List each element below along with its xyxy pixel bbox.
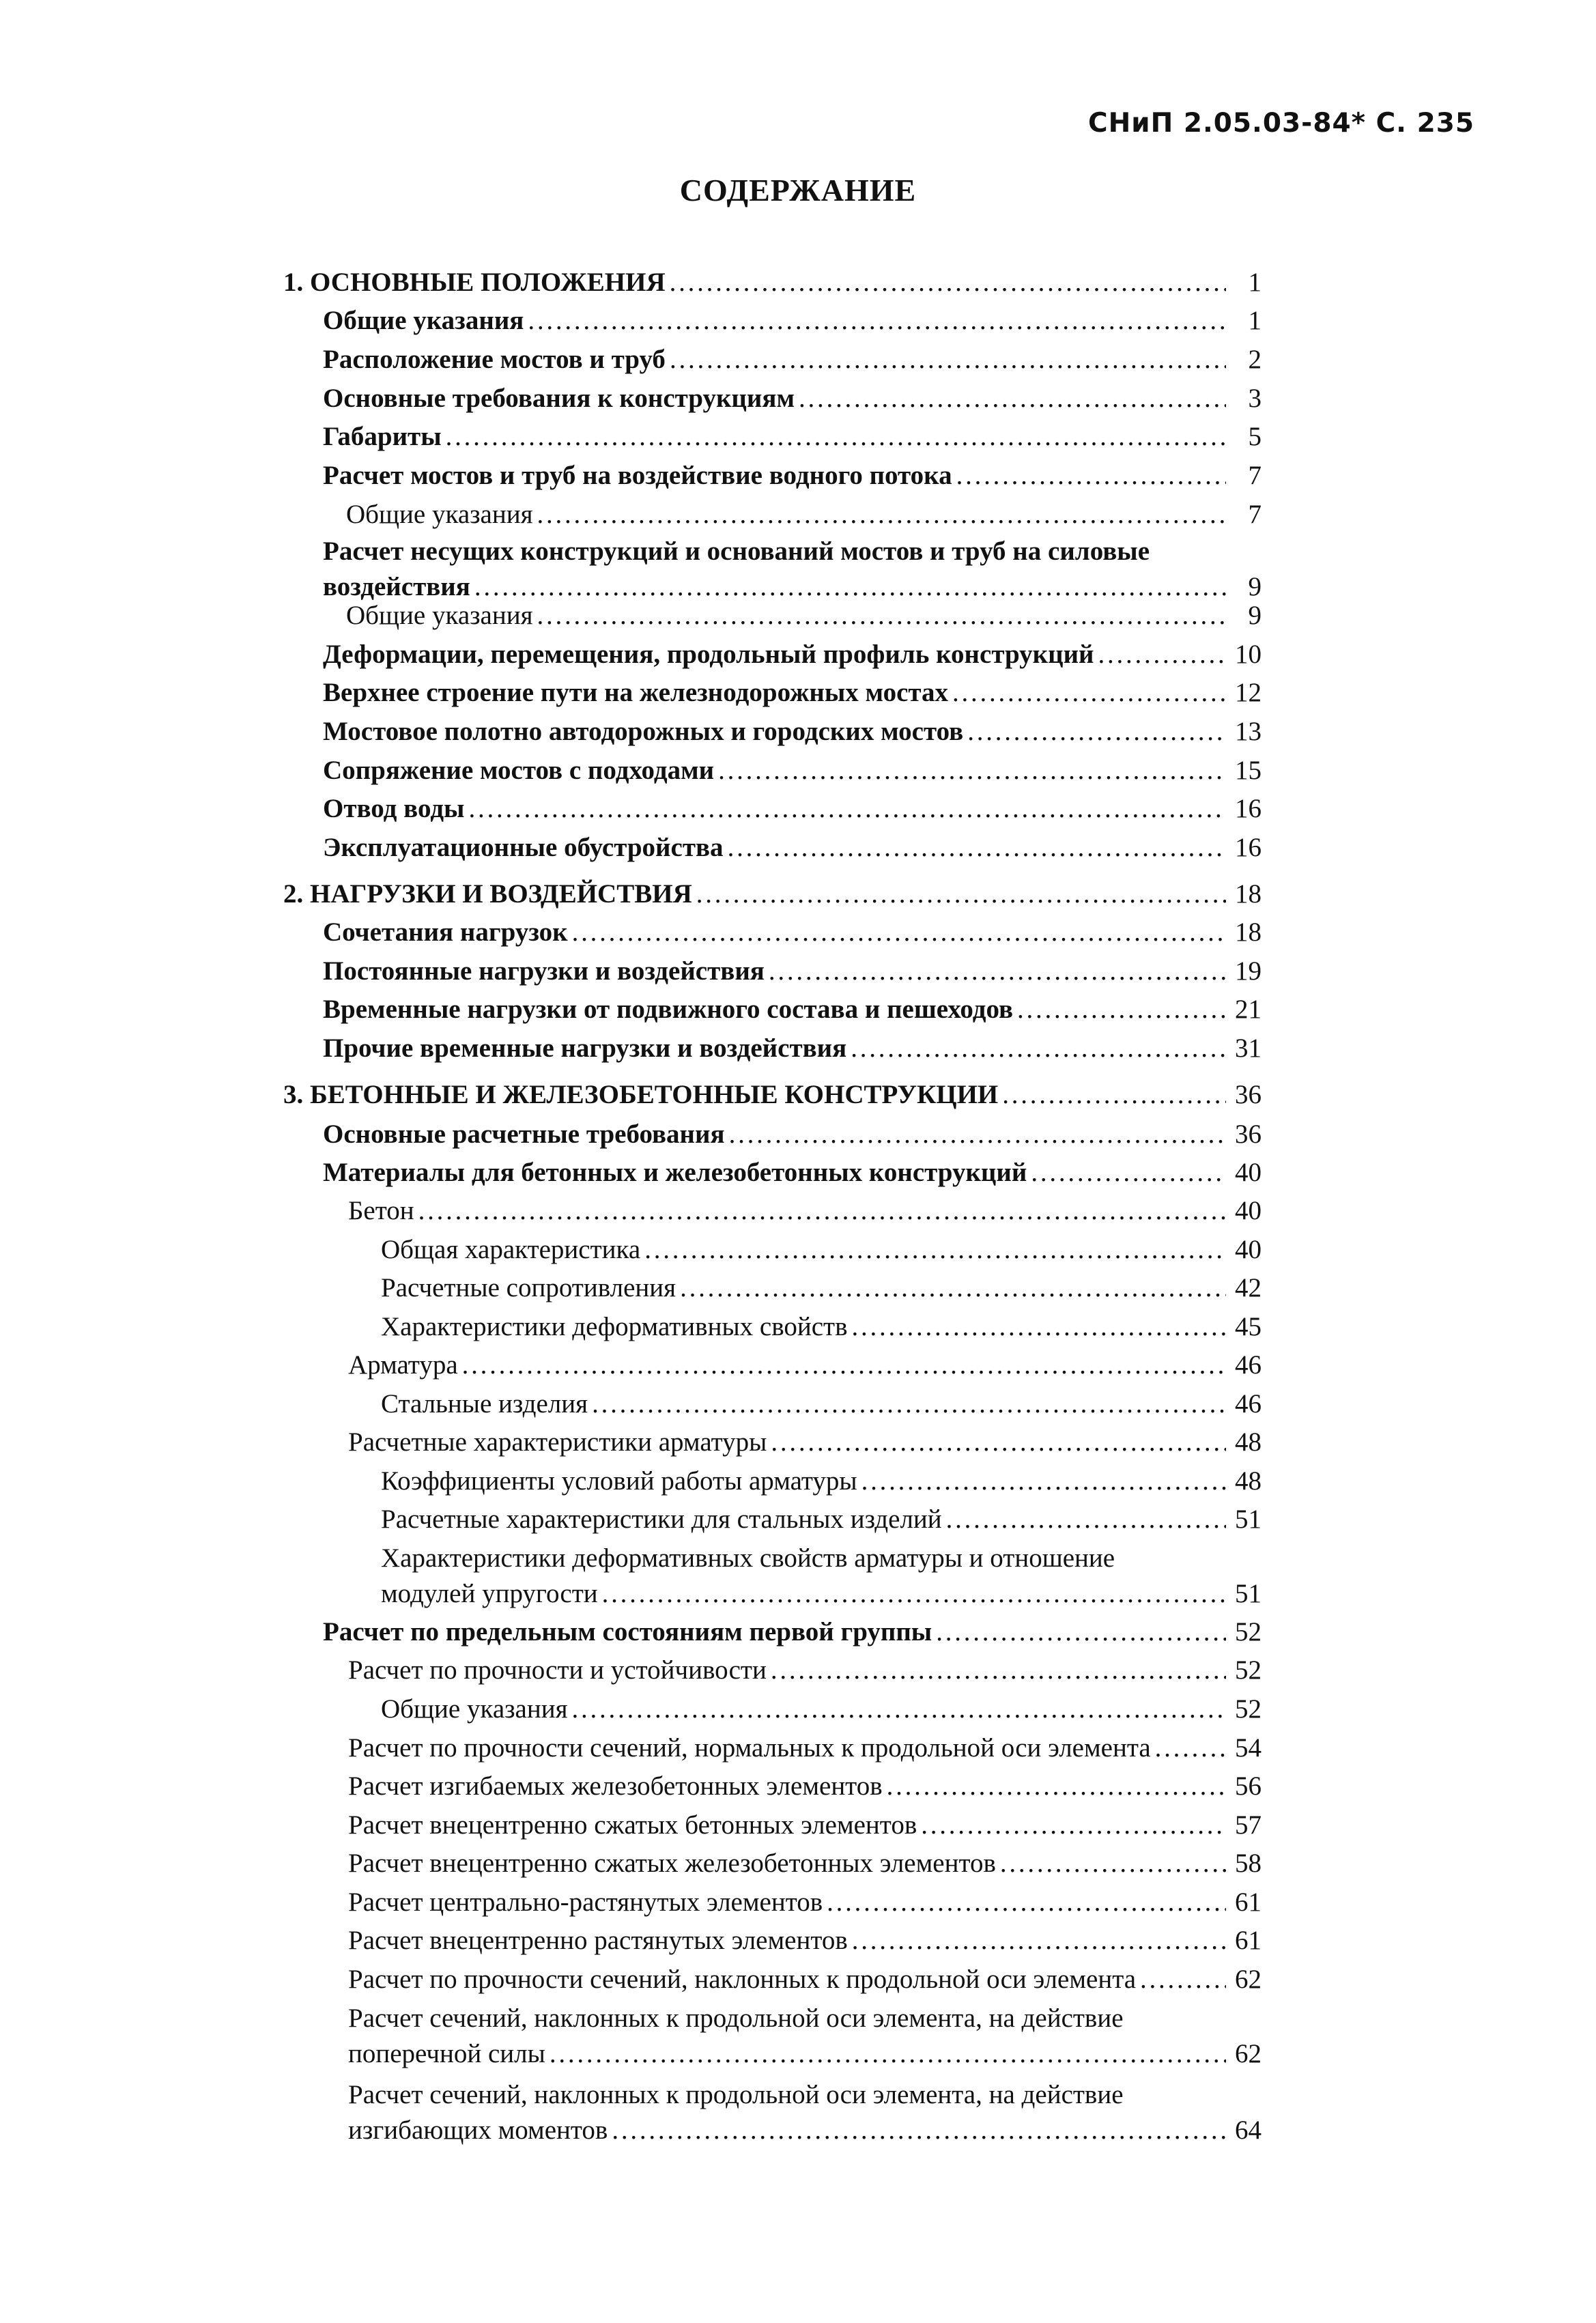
toc-leader-dots [771,1425,1226,1460]
toc-leader-dots [718,753,1226,788]
toc-entry [323,753,1262,788]
toc-leader-dots [861,1464,1226,1499]
toc-entry [348,2077,1262,2148]
toc-entry-title: Прочие временные нагрузки и воздействия [323,1034,847,1063]
toc-entry-title: Материалы для бетонных и железобетонных конструкций [323,1158,1027,1187]
toc-page-number: 52 [1235,1617,1262,1647]
toc-page-number: 48 [1235,1466,1262,1496]
toc-entry-title: поперечной силы [348,2039,545,2068]
toc-leader-dots [644,1232,1226,1268]
toc-leader-dots [769,954,1226,989]
toc-leader-dots [462,1348,1226,1383]
toc-entry [323,954,1262,989]
toc-page-number: 52 [1235,1694,1262,1724]
toc-entry-title: Сочетания нагрузок [323,917,568,947]
toc-page-number: 18 [1235,879,1262,909]
toc-entry-title: Бетон [348,1196,414,1225]
toc-page-number: 51 [1235,1579,1262,1608]
toc-entry-title: Сопряжение мостов с подходами [323,756,715,785]
toc-leader-dots [1017,992,1226,1027]
toc-leader-dots [1155,1730,1226,1766]
toc-page-number: 62 [1235,2039,1262,2068]
toc-page-number: 48 [1235,1427,1262,1457]
toc-entry-title: Расчетные сопротивления [381,1273,676,1302]
toc-leader-dots [952,675,1226,711]
toc-page-number: 62 [1235,1965,1262,1994]
toc-page-number: 15 [1235,756,1262,785]
toc-page-number: 13 [1235,717,1262,746]
toc-entry [381,1692,1262,1727]
toc-entry-title: Расчет внецентренно сжатых бетонных элементов [348,1810,917,1840]
toc-leader-dots [946,1502,1226,1537]
toc-page-number: 10 [1235,640,1262,669]
toc-entry-title: Верхнее строение пути на железнодорожных мостах [323,678,949,707]
toc-page-number: 40 [1235,1235,1262,1264]
toc-leader-dots [729,1117,1226,1152]
toc-entry [348,1846,1262,1881]
toc-page-number: 2 [1248,345,1262,374]
toc-entry-title: Характеристики деформативных свойств арматуры и отношение [381,1543,1115,1573]
toc-page-number: 54 [1235,1733,1262,1763]
toc-leader-dots [936,1614,1226,1650]
toc-page-number: 5 [1248,422,1262,451]
toc-leader-dots [921,1808,1226,1843]
toc-page-number: 12 [1235,678,1262,707]
toc-leader-dots [670,342,1226,377]
toc-entry [346,598,1262,633]
toc-entry-title: Коэффициенты условий работы арматуры [381,1466,857,1496]
toc-entry [323,342,1262,377]
toc-page-number: 1 [1248,268,1262,297]
toc-leader-dots [852,1923,1226,1958]
toc-page-number: 61 [1235,1887,1262,1917]
toc-leader-dots [418,1193,1226,1229]
toc-entry [346,497,1262,532]
toc-page-number: 7 [1248,500,1262,529]
toc-entry-title: Расчет сечений, наклонных к продольной оси элемента, на действие [348,2080,1124,2109]
toc-page-number: 45 [1235,1312,1262,1341]
toc-entry [323,714,1262,750]
toc-entry-title: Временные нагрузки от подвижного состава и пешеходов [323,995,1014,1024]
toc-page-number: 57 [1235,1810,1262,1840]
toc-entry-title: Мостовое полотно автодорожных и городских мостов [323,717,964,746]
toc-entry [323,830,1262,866]
toc-page-number: 51 [1235,1505,1262,1534]
toc-page-number: 9 [1248,601,1262,630]
toc-page-number: 9 [1248,572,1262,601]
toc-entry [348,1769,1262,1804]
toc-entry [323,675,1262,711]
toc-page-number: 16 [1235,833,1262,862]
toc-leader-dots [537,598,1226,633]
toc-leader-dots [1031,1155,1226,1191]
toc-entry-title: Расчет по прочности сечений, нормальных к продольной оси элемента [348,1733,1151,1763]
toc-entry-title: Отвод воды [323,794,465,823]
toc-entry [348,1885,1262,1920]
toc-entry-title: Расположение мостов и труб [323,345,666,374]
toc-entry-title: Общие указания [323,306,524,335]
page-header-code: СНиП 2.05.03-84* С. 235 [1088,108,1474,139]
toc-page-number: 61 [1235,1926,1262,1955]
toc-leader-dots [469,791,1227,827]
toc-page-number: 36 [1235,1120,1262,1149]
toc-entry-title: Расчет сечений, наклонных к продольной оси элемента, на действие [348,2004,1124,2033]
toc-page-number: 64 [1235,2115,1262,2145]
toc-entry-title: Общая характеристика [381,1235,641,1264]
toc-entry [348,1653,1262,1688]
toc-entry [323,1117,1262,1152]
toc-leader-dots [851,1031,1226,1066]
toc-entry-title: Характеристики деформативных свойств [381,1312,848,1341]
toc-page-number: 21 [1235,995,1262,1024]
toc-entry [381,1232,1262,1268]
toc-leader-dots [1000,1846,1226,1881]
toc-entry [348,1730,1262,1766]
toc-entry-title: Расчет мостов и труб на воздействие водного потока [323,461,952,490]
toc-leader-dots [602,1576,1226,1612]
toc-entry [381,1270,1262,1306]
toc-entry-title: Расчет центрально-растянутых элементов [348,1887,823,1917]
toc-leader-dots [670,265,1226,300]
toc-entry [381,1386,1262,1422]
toc-entry [323,1031,1262,1066]
toc-page-number: 46 [1235,1350,1262,1380]
toc-leader-dots [572,1692,1226,1727]
toc-entry [381,1309,1262,1345]
toc-entry [323,534,1262,605]
toc-page-number: 1 [1248,306,1262,335]
toc-entry [323,381,1262,416]
toc-entry-title: Расчет несущих конструкций и оснований мостов и труб на силовые [323,537,1150,566]
toc-entry [323,303,1262,339]
toc-leader-dots [1098,637,1226,672]
toc-leader-dots [572,915,1226,950]
toc-leader-dots [696,877,1226,912]
toc-entry [323,637,1262,672]
toc-page-number: 31 [1235,1034,1262,1063]
toc-page-number: 3 [1248,384,1262,413]
toc-page-number: 16 [1235,794,1262,823]
toc-entry [348,1923,1262,1958]
toc-entry [348,1193,1262,1229]
toc-entry [323,458,1262,494]
toc-entry [323,419,1262,455]
toc-leader-dots [446,419,1226,455]
toc-entry-title: изгибающих моментов [348,2115,608,2145]
toc-entry-title: Стальные изделия [381,1389,588,1419]
toc-page-number: 40 [1235,1158,1262,1187]
toc-entry-title: Расчет изгибаемых железобетонных элементов [348,1771,883,1801]
toc-entry-title: Общие указания [346,500,533,529]
toc-leader-dots [528,303,1226,339]
toc-leader-dots [612,2113,1226,2148]
toc-entry-title: модулей упругости [381,1579,598,1608]
toc-leader-dots [852,1309,1226,1345]
toc-entry [348,1348,1262,1383]
toc-leader-dots [728,830,1226,866]
toc-entry [323,915,1262,950]
toc-entry [323,992,1262,1027]
toc-leader-dots [967,714,1226,750]
toc-entry-title: Расчет по прочности сечений, наклонных к продольной оси элемента [348,1965,1137,1994]
toc-leader-dots [680,1270,1226,1306]
toc-leader-dots [827,1885,1226,1920]
page-title: СОДЕРЖАНИЕ [679,173,917,208]
toc-entry-title: Расчет по прочности и устойчивости [348,1655,767,1685]
toc-entry [323,1155,1262,1191]
toc-entry-title: 3. БЕТОННЫЕ И ЖЕЛЕЗОБЕТОННЫЕ КОНСТРУКЦИИ [283,1080,999,1109]
toc-page-number: 52 [1235,1655,1262,1685]
toc-entry [283,877,1262,912]
toc-entry [283,1077,1262,1113]
toc-page-number: 42 [1235,1273,1262,1302]
toc-entry-title: Основные расчетные требования [323,1120,725,1149]
toc-page-number: 7 [1248,461,1262,490]
toc-entry [283,265,1262,300]
toc-page-number: 18 [1235,917,1262,947]
toc-leader-dots [956,458,1226,494]
toc-entry [348,1808,1262,1843]
toc-entry-title: Общие указания [346,601,533,630]
toc-entry-title: Расчет внецентренно растянутых элементов [348,1926,848,1955]
toc-page-number: 40 [1235,1196,1262,1225]
toc-leader-dots [550,2036,1226,2072]
toc-page-number: 46 [1235,1389,1262,1419]
toc-entry [348,1425,1262,1460]
toc-entry [348,1962,1262,1997]
toc-entry-title: Расчет внецентренно сжатых железобетонных элементов [348,1849,996,1878]
toc-entry-title: 2. НАГРУЗКИ И ВОЗДЕЙСТВИЯ [283,879,692,909]
toc-leader-dots [537,497,1226,532]
toc-leader-dots [771,1653,1226,1688]
toc-leader-dots [887,1769,1226,1804]
toc-entry-title: Деформации, перемещения, продольный профиль конструкций [323,640,1094,669]
toc-entry-title: 1. ОСНОВНЫЕ ПОЛОЖЕНИЯ [283,268,666,297]
toc-entry [323,1614,1262,1650]
toc-leader-dots [1002,1077,1226,1113]
toc-page-number: 56 [1235,1771,1262,1801]
toc-entry-title: воздействия [323,572,470,601]
toc-leader-dots [799,381,1226,416]
toc-entry-title: Постоянные нагрузки и воздействия [323,956,765,986]
toc-entry [348,2001,1262,2072]
toc-page-number: 36 [1235,1080,1262,1109]
toc-entry [381,1541,1262,1612]
toc-entry-title: Габариты [323,422,442,451]
toc-entry-title: Арматура [348,1350,458,1380]
toc-entry-title: Расчетные характеристики арматуры [348,1427,767,1457]
toc-entry [381,1464,1262,1499]
toc-entry-title: Основные требования к конструкциям [323,384,795,413]
toc-entry-title: Эксплуатационные обустройства [323,833,724,862]
toc-entry-title: Расчет по предельным состояниям первой группы [323,1617,932,1647]
toc-entry [381,1502,1262,1537]
toc-page-number: 19 [1235,956,1262,986]
toc-page-number: 58 [1235,1849,1262,1878]
toc-entry [323,791,1262,827]
toc-leader-dots [1140,1962,1226,1997]
toc-entry-title: Расчетные характеристики для стальных изделий [381,1505,942,1534]
toc-leader-dots [592,1386,1226,1422]
toc-entry-title: Общие указания [381,1694,568,1724]
